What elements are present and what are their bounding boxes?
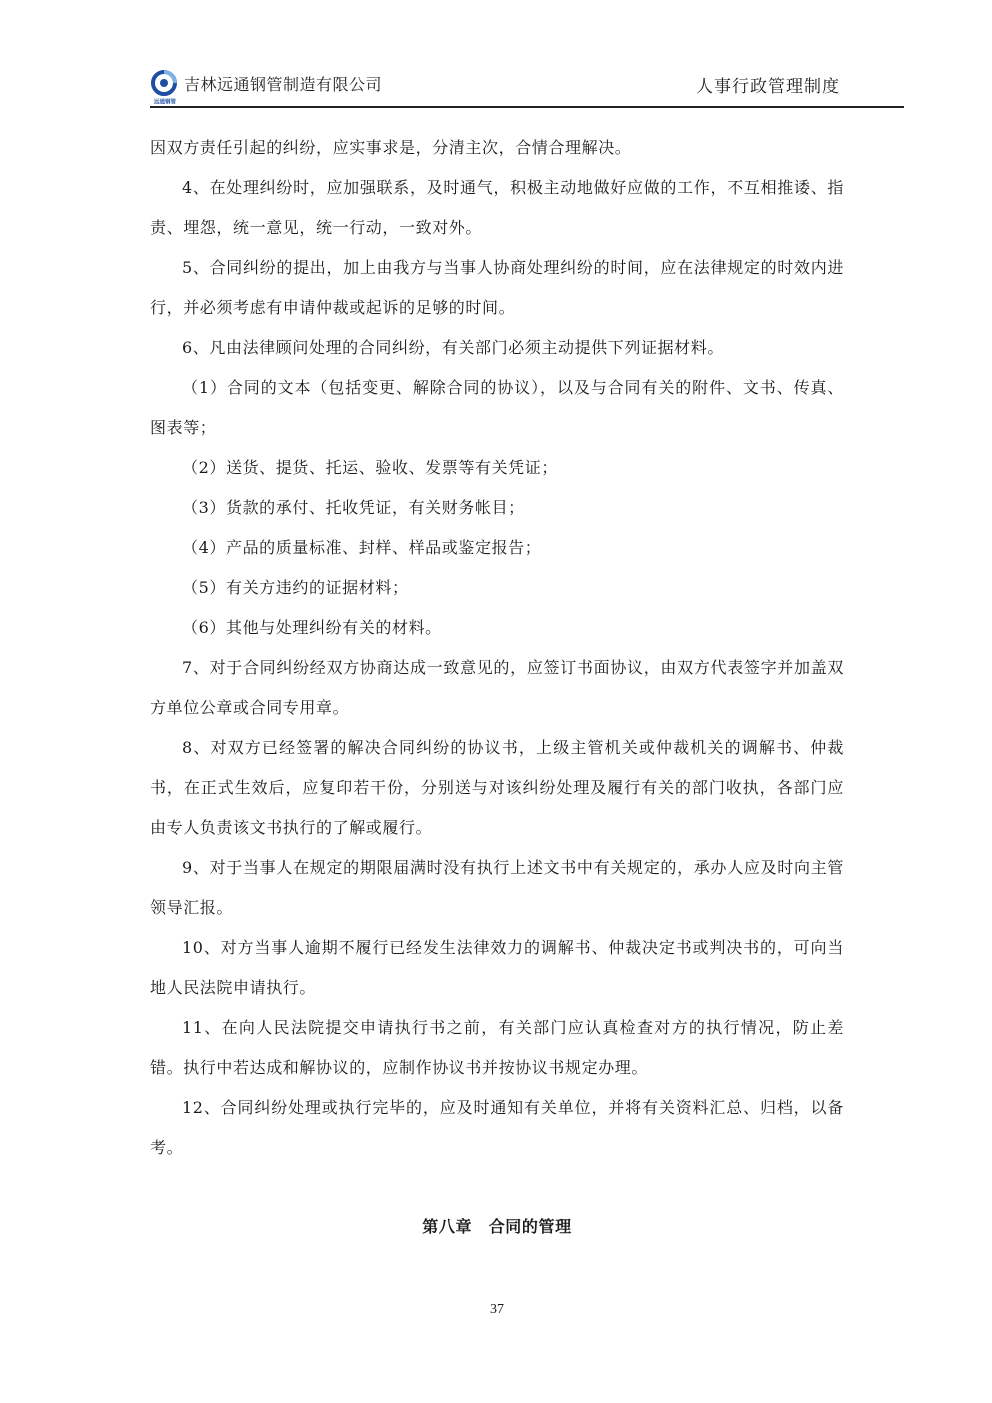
- paragraph: 12、合同纠纷处理或执行完毕的，应及时通知有关单位，并将有关资料汇总、归档，以备考。: [150, 1098, 844, 1157]
- logo-text: 远通钢管: [153, 99, 177, 106]
- paragraph: 9、对于当事人在规定的期限届满时没有执行上述文书中有关规定的，承办人应及时向主管领导汇报。: [150, 858, 844, 917]
- list-item: （2）送货、提货、托运、验收、发票等有关凭证；: [182, 458, 558, 477]
- document-title: 人事行政管理制度: [696, 77, 840, 97]
- page-header: [150, 66, 902, 106]
- paragraph: 6、凡由法律顾问处理的合同纠纷，有关部门必须主动提供下列证据材料。: [182, 338, 724, 357]
- list-item: （4）产品的质量标准、封样、样品或鉴定报告；: [182, 538, 542, 557]
- paragraph: 10、对方当事人逾期不履行已经发生法律效力的调解书、仲裁决定书或判决书的，可向当地人民法院申请执行。: [150, 938, 844, 997]
- paragraph: 4、在处理纠纷时，应加强联系，及时通气，积极主动地做好应做的工作，不互相推诿、指责、埋怨，统一意见，统一行动，一致对外。: [150, 178, 844, 237]
- paragraph: 11、在向人民法院提交申请执行书之前，有关部门应认真检查对方的执行情况，防止差错。执行中若达成和解协议的，应制作协议书并按协议书规定办理。: [150, 1018, 844, 1077]
- list-item: （1）合同的文本（包括变更、解除合同的协议），以及与合同有关的附件、文书、传真、图表等；: [150, 378, 844, 437]
- header-rule: [150, 106, 904, 108]
- paragraph: 8、对双方已经签署的解决合同纠纷的协议书，上级主管机关或仲裁机关的调解书、仲裁书，在正式生效后，应复印若干份，分别送与对该纠纷处理及履行有关的部门收执，各部门应由专人负责该文书执行的了解或履行。: [150, 738, 844, 837]
- page-number: 37: [490, 1302, 504, 1317]
- company-logo-icon: [150, 70, 184, 106]
- paragraph: 5、合同纠纷的提出，加上由我方与当事人协商处理纠纷的时间，应在法律规定的时效内进行，并必须考虑有申请仲裁或起诉的足够的时间。: [150, 258, 844, 317]
- document-body: [150, 128, 844, 1168]
- list-item: （3）货款的承付、托收凭证，有关财务帐目；: [182, 498, 525, 517]
- paragraph: 因双方责任引起的纠纷，应实事求是，分清主次，合情合理解决。: [150, 138, 632, 157]
- paragraph: 7、对于合同纠纷经双方协商达成一致意见的，应签订书面协议，由双方代表签字并加盖双方单位公章或合同专用章。: [150, 658, 844, 717]
- company-name: 吉林远通钢管制造有限公司: [184, 75, 383, 94]
- list-item: （5）有关方违约的证据材料；: [182, 578, 409, 597]
- chapter-heading: 第八章 合同的管理: [422, 1217, 572, 1236]
- list-item: （6）其他与处理纠纷有关的材料。: [182, 618, 442, 637]
